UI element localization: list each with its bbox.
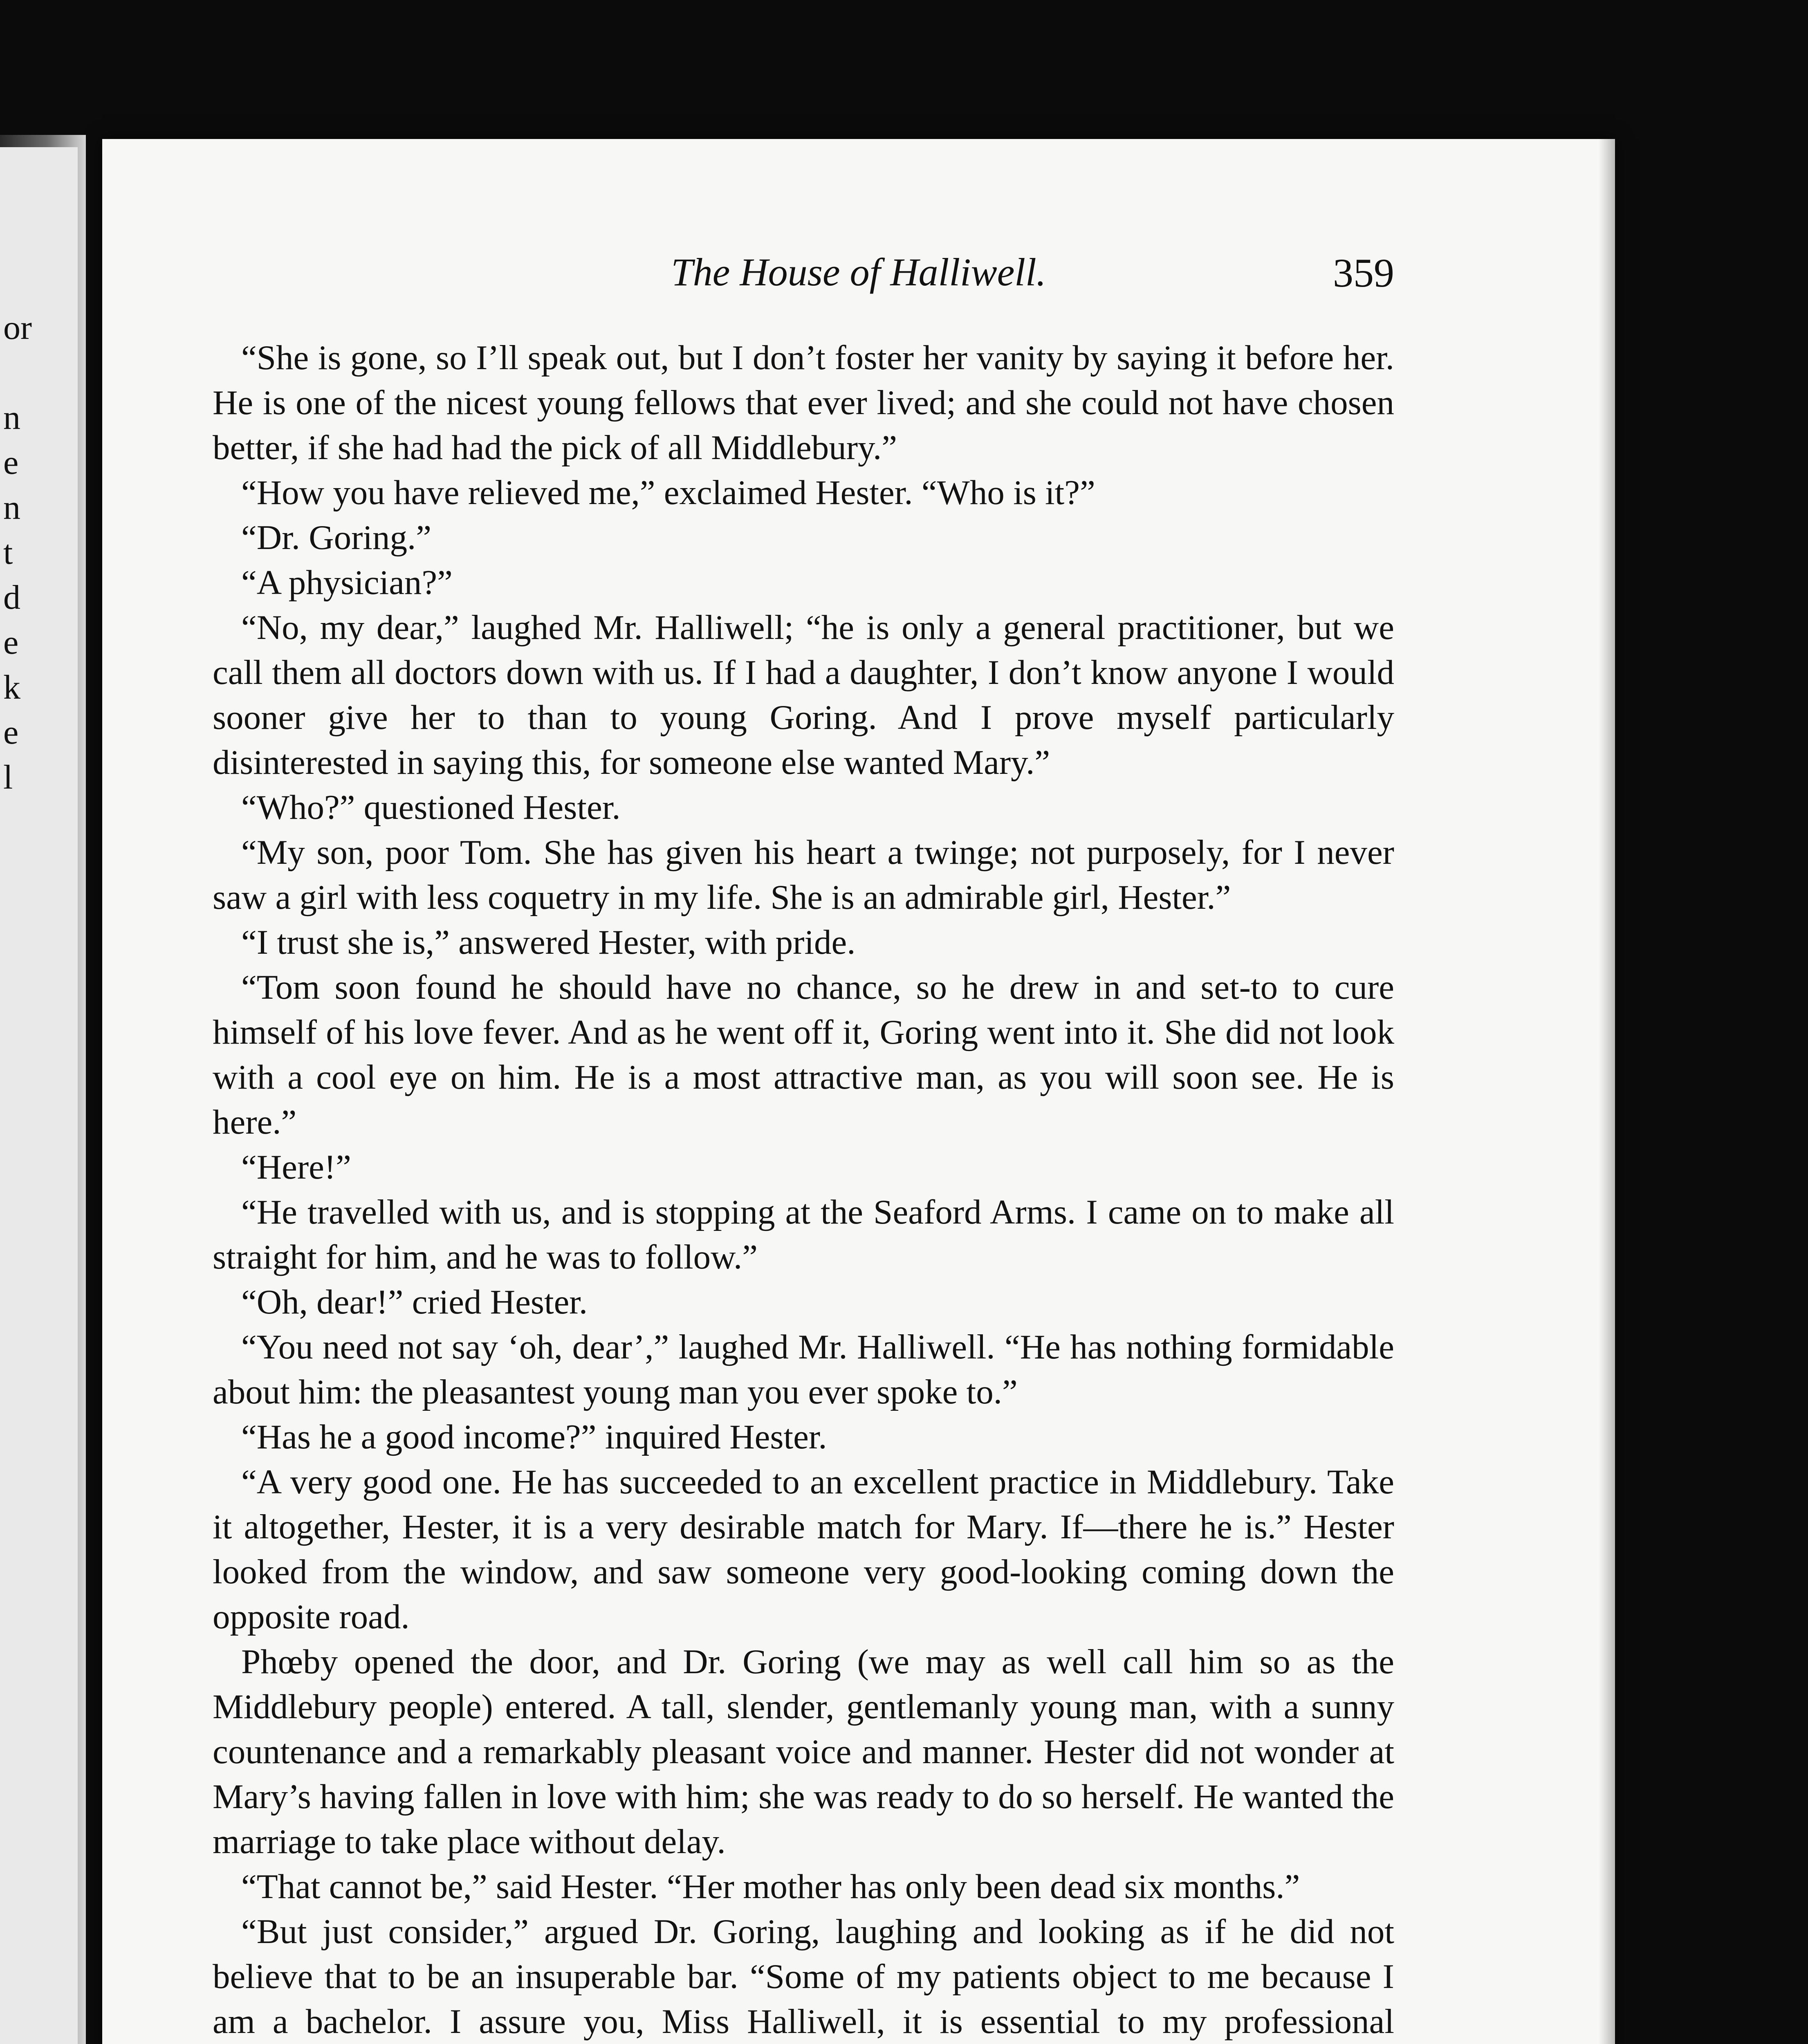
page-header [102,237,1615,303]
edge-fragment: n [3,399,20,437]
paragraph: Phœby opened the door, and Dr. Goring (we may as well call him so as the Middlebury people) entered. A tall, slender, gentlemanly young man, with a sunny countenance and a remarkably pleasant voice and manner. Hester did not wonder at Mary’s having fallen in love with him; she was ready to do so herself. He wanted the marriage to take place without delay. [213,1643,1394,1861]
running-title: The House of Halliwell. [671,250,1046,294]
paragraph: “Has he a good income?” inquired Hester. [241,1418,827,1456]
paragraph: “A very good one. He has succeeded to an excellent practice in Middlebury. Take it altogether, Hester, it is a very desirable match for Mary. If—there he is.” Hester looked from the window, and saw someone very good-looking coming down the opposite road. [213,1463,1394,1636]
edge-fragment: d [3,578,20,616]
edge-fragment: k [3,668,20,706]
edge-fragment: e [3,444,19,482]
paragraph: “A physician?” [241,563,453,602]
paragraph: “Oh, dear!” cried Hester. [241,1283,588,1321]
book-page [102,139,1615,2044]
edge-fragment: l [3,758,13,796]
edge-fragment: e [3,713,19,751]
facing-page-edge [0,147,78,2044]
edge-fragment: or [3,309,32,347]
paragraph: “Here!” [241,1148,351,1186]
page-gutter-shadow [1599,139,1615,2044]
edge-fragment: t [3,533,13,572]
paragraph: “No, my dear,” laughed Mr. Halliwell; “he is only a general practitioner, but we call them all doctors down with us. If I had a daughter, I don’t know anyone I would sooner give her to than to young Goring. And I prove myself particularly disinterested in saying this, for someone else wanted Mary.” [213,608,1394,782]
paragraph: “How you have relieved me,” exclaimed Hester. “Who is it?” [241,473,1095,512]
body-text [213,335,1394,2044]
edge-fragment: e [3,623,19,661]
edge-fragment: n [3,489,20,527]
paragraph: “Dr. Goring.” [241,518,432,557]
paragraph: “You need not say ‘oh, dear’,” laughed Mr. Halliwell. “He has nothing formidable about him: the pleasantest young man you ever spoke to.” [213,1328,1394,1411]
paragraph: “I trust she is,” answered Hester, with pride. [241,923,856,961]
paragraph: “My son, poor Tom. She has given his heart a twinge; not purposely, for I never saw a girl with less coquetry in my life. She is an admirable girl, Hester.” [213,833,1394,917]
paragraph: “But just consider,” argued Dr. Goring, laughing and looking as if he did not believe that to be an insuperable bar. “Some of my patients object to me because I am a bachelor. I assure you, Miss Halliwell, it is essential to my professional [213,1912,1394,2041]
paragraph: “Tom soon found he should have no chance, so he drew in and set-to to cure himself of his love fever. And as he went off it, Goring went into it. She did not look with a cool eye on him. He is a most attractive man, as you will soon see. He is here.” [213,968,1394,1141]
paragraph: “She is gone, so I’ll speak out, but I don’t foster her vanity by saying it before her. He is one of the nicest young fellows that ever lived; and she could not have chosen better, if she had had the pick of all Middlebury.” [213,338,1394,467]
paragraph: “He travelled with us, and is stopping at the Seaford Arms. I came on to make all straight for him, and he was to follow.” [213,1193,1394,1276]
paragraph: “That cannot be,” said Hester. “Her mother has only been dead six months.” [241,1867,1300,1906]
page-number: 359 [1333,250,1394,296]
paragraph: “Who?” questioned Hester. [241,788,621,827]
